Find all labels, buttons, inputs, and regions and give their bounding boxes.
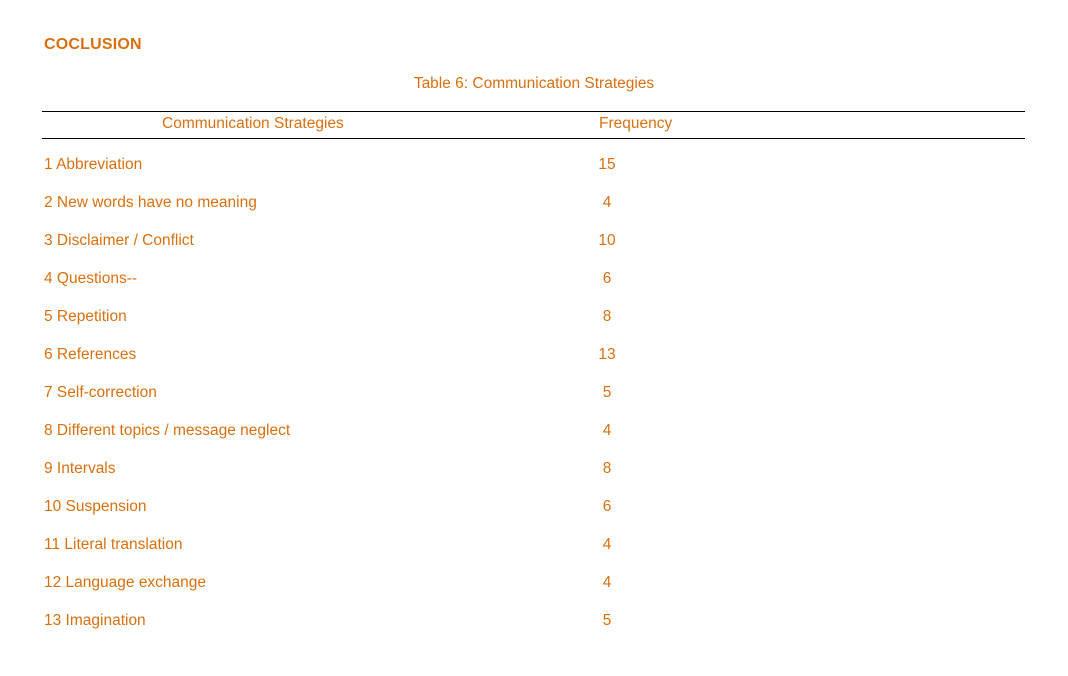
table-row (0, 451, 1068, 489)
row-frequency: 4 (602, 536, 612, 553)
row-frequency: 13 (598, 346, 616, 363)
table-row (0, 223, 1068, 261)
row-frequency: 6 (602, 270, 612, 287)
row-label: 13 Imagination (44, 612, 146, 629)
row-label: 12 Language exchange (44, 574, 207, 591)
row-label: 11 Literal translation (44, 536, 183, 553)
row-frequency: 10 (598, 232, 616, 249)
section-heading: COCLUSION (44, 36, 142, 53)
row-label: 1 Abbreviation (44, 156, 143, 173)
row-frequency: 15 (598, 156, 616, 173)
column-header-strategies: Communication Strategies (162, 115, 344, 132)
table-row (0, 375, 1068, 413)
table-caption: Table 6: Communication Strategies (413, 75, 655, 92)
table-row (0, 489, 1068, 527)
row-label: 2 New words have no meaning (44, 194, 257, 211)
table-row (0, 337, 1068, 375)
row-label: 6 References (44, 346, 137, 363)
row-frequency: 8 (602, 460, 612, 477)
row-frequency: 5 (602, 612, 612, 629)
row-label: 5 Repetition (44, 308, 127, 325)
table-header-rule (42, 138, 1025, 139)
table-row (0, 603, 1068, 641)
table-row (0, 413, 1068, 451)
table-row (0, 565, 1068, 603)
table-row (0, 527, 1068, 565)
table-row (0, 299, 1068, 337)
row-label: 8 Different topics / message neglect (44, 422, 291, 439)
column-header-frequency: Frequency (599, 115, 673, 132)
row-frequency: 5 (602, 384, 612, 401)
row-label: 10 Suspension (44, 498, 147, 515)
table-row (0, 185, 1068, 223)
row-frequency: 4 (602, 574, 612, 591)
row-frequency: 4 (602, 422, 612, 439)
row-frequency: 6 (602, 498, 612, 515)
row-label: 4 Questions-- (44, 270, 138, 287)
row-frequency: 8 (602, 308, 612, 325)
table-row (0, 261, 1068, 299)
row-label: 7 Self-correction (44, 384, 157, 401)
row-label: 9 Intervals (44, 460, 116, 477)
table-body (0, 147, 1068, 641)
table-top-rule (42, 111, 1025, 112)
table-row (0, 147, 1068, 185)
row-frequency: 4 (602, 194, 612, 211)
row-label: 3 Disclaimer / Conflict (44, 232, 194, 249)
